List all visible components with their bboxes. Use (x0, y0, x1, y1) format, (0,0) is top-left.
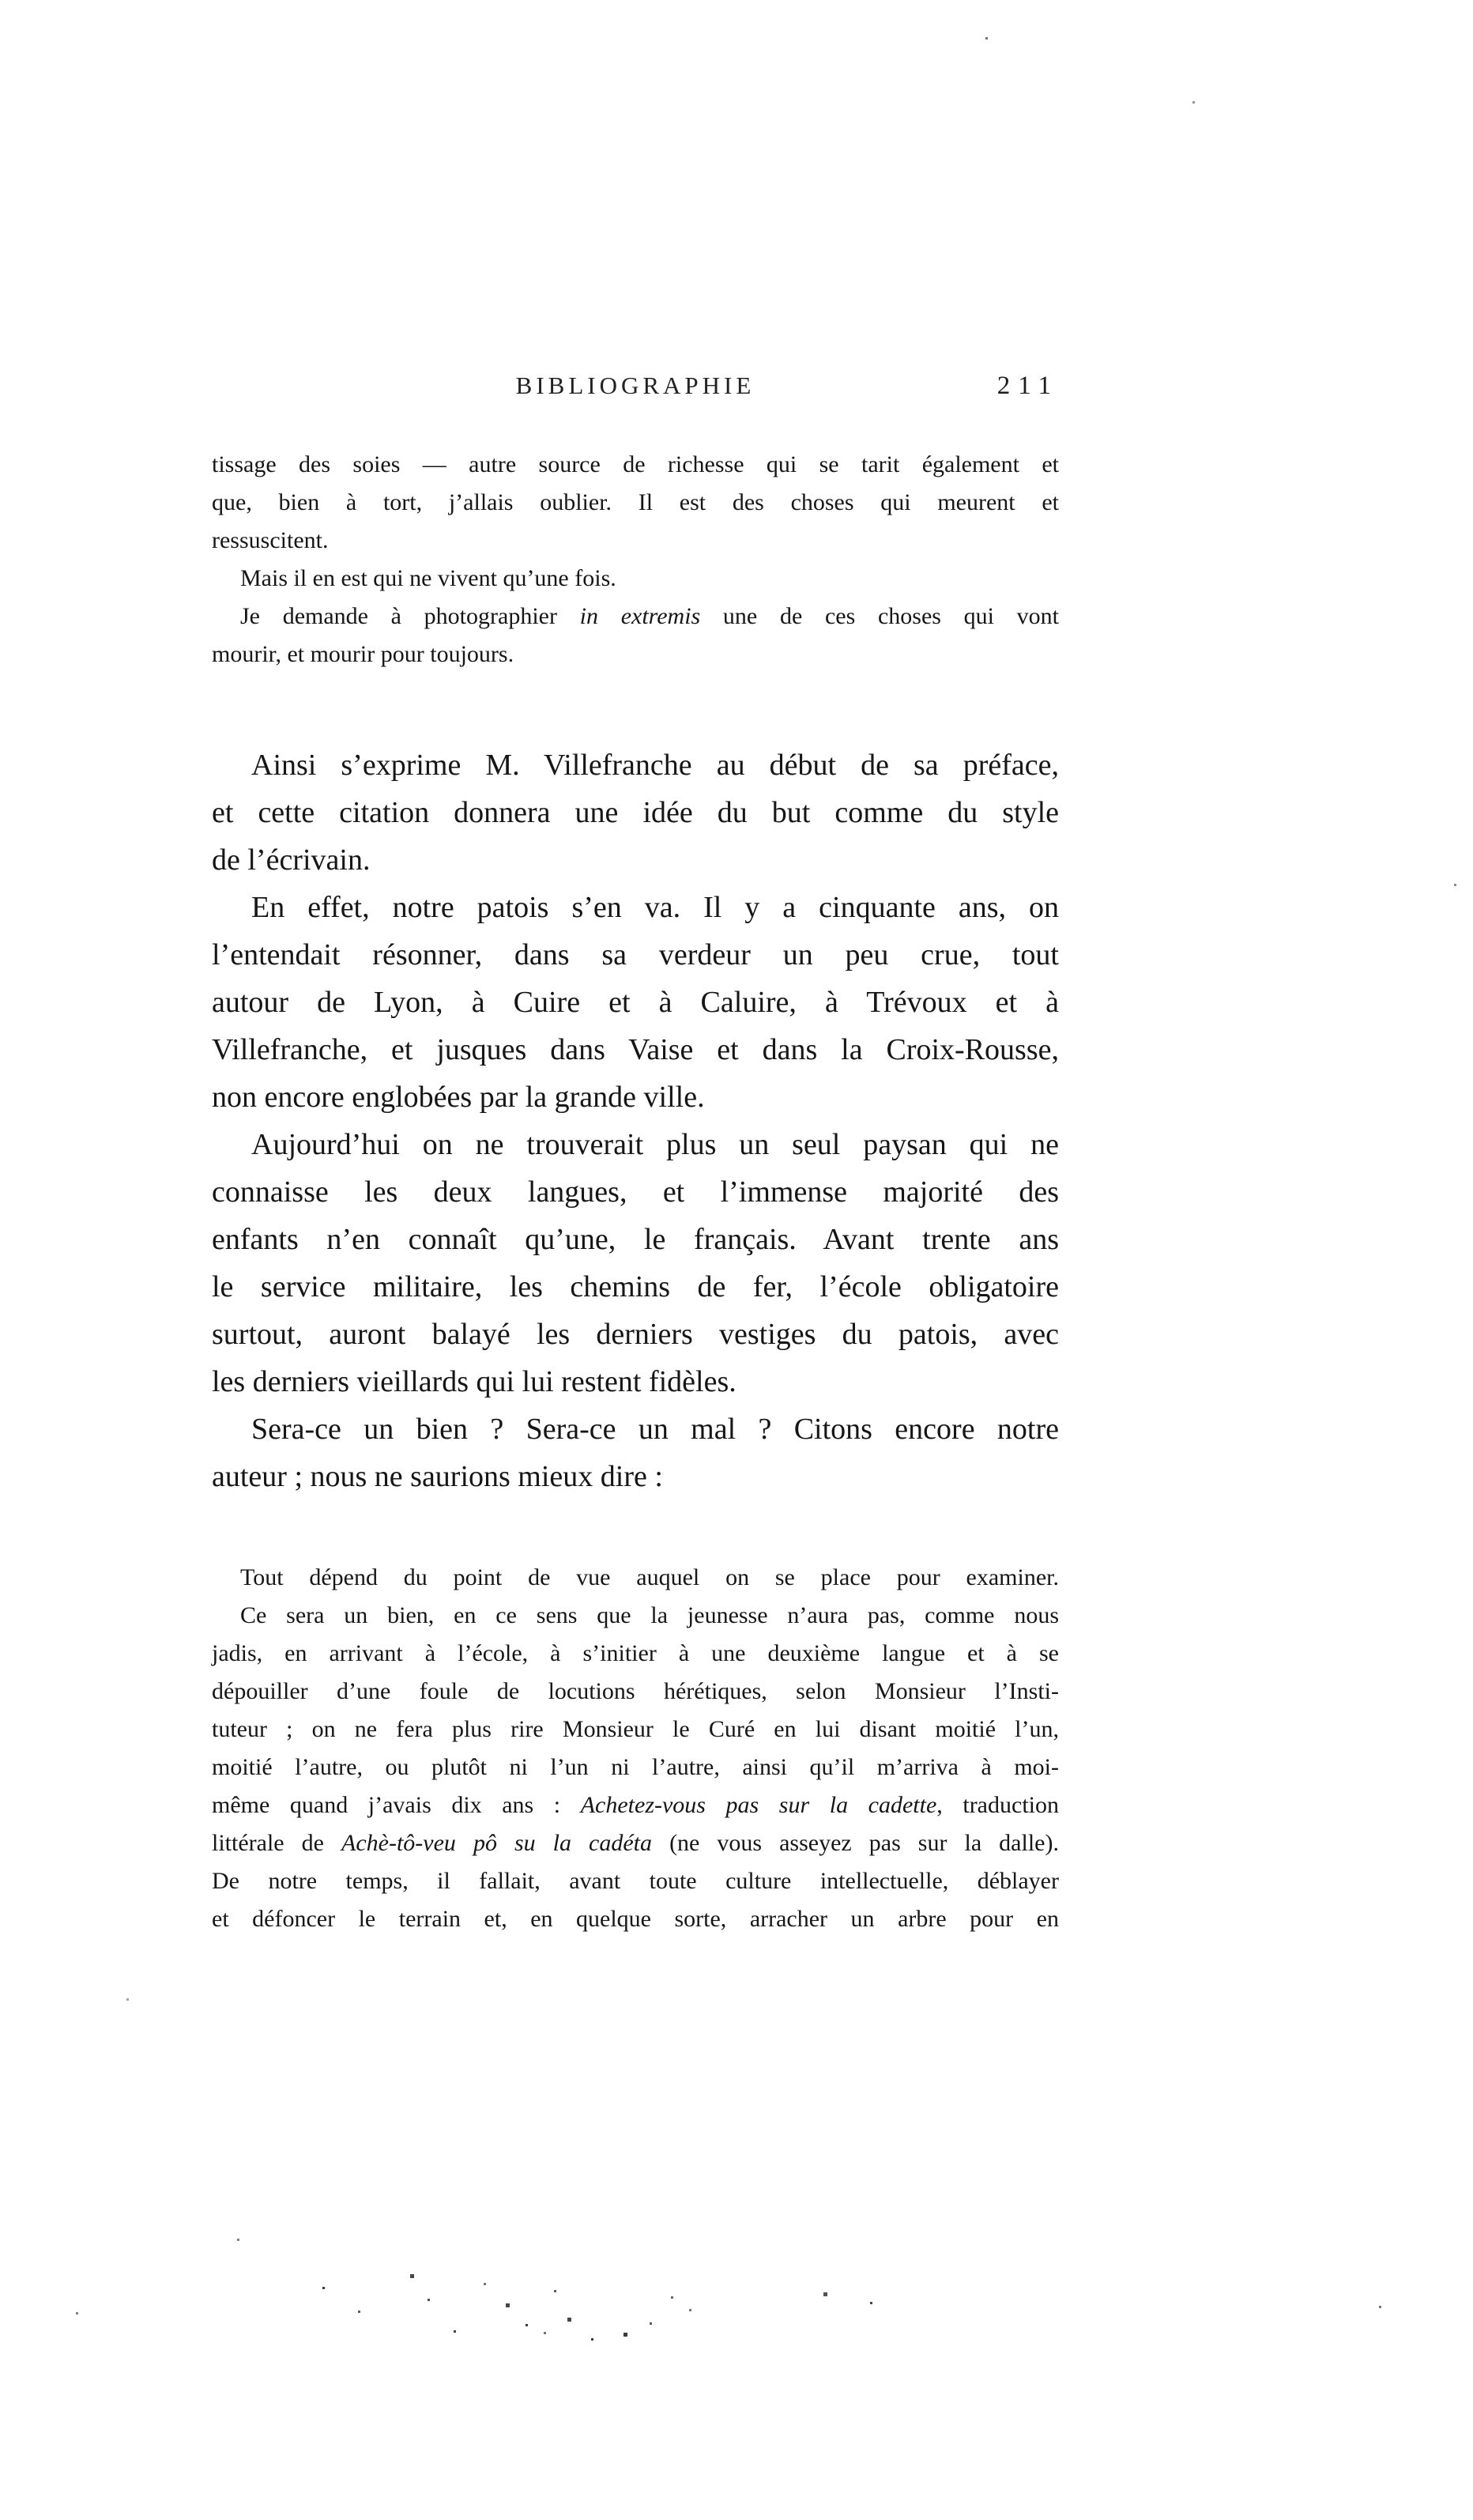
text-segment: et cette citation donnera une idée du but comme du style (212, 796, 1059, 829)
text-line (212, 1635, 1059, 1673)
scan-speckles (0, 0, 2, 2)
page-number: 211 (996, 372, 1059, 400)
italic-text: Achetez-vous pas sur la cadette (580, 1792, 937, 1818)
text-segment: connaisse les deux langues, et l’immense majorité des (212, 1175, 1059, 1209)
text-segment: littérale de (212, 1830, 341, 1856)
text-line (212, 979, 1059, 1026)
text-line (212, 522, 1059, 560)
text-line (212, 836, 1059, 884)
text-segment: auteur ; nous ne saurions mieux dire : (212, 1460, 663, 1493)
paragraph (212, 884, 1059, 1121)
text-line (212, 1216, 1059, 1263)
text-line (212, 1073, 1059, 1121)
text-segment: Aujourd’hui on ne trouverait plus un seul paysan qui ne (251, 1128, 1059, 1161)
text-line (212, 1559, 1059, 1597)
text-line (212, 1786, 1059, 1824)
text-line (212, 1749, 1059, 1786)
text-line (212, 1900, 1059, 1938)
italic-text: Achè-tô-veu pô su la cadéta (341, 1830, 653, 1856)
text-segment: Villefranche, et jusques dans Vaise et dans la Croix-Rousse, (212, 1033, 1059, 1066)
text-line (212, 931, 1059, 979)
text-segment: tuteur ; on ne fera plus rire Monsieur le Curé en lui disant moitié l’un, (212, 1716, 1059, 1742)
text-line (212, 1453, 1059, 1500)
page-header (212, 370, 1059, 406)
text-line (212, 446, 1059, 484)
text-line (212, 636, 1059, 673)
text-line (212, 1263, 1059, 1311)
text-line (212, 1673, 1059, 1711)
text-segment: Ce sera un bien, en ce sens que la jeunesse n’aura pas, comme nous (240, 1602, 1059, 1628)
text-line (212, 1311, 1059, 1358)
text-segment: l’entendait résonner, dans sa verdeur un peu crue, tout (212, 938, 1059, 971)
paragraph (212, 741, 1059, 884)
paragraph (212, 598, 1059, 673)
text-segment: le service militaire, les chemins de fer, l’école obligatoire (212, 1270, 1059, 1303)
text-segment: , traduction (936, 1792, 1059, 1818)
text-column (212, 0, 1059, 1938)
running-title: BIBLIOGRAPHIE (515, 372, 755, 399)
text-segment: moitié l’autre, ou plutôt ni l’un ni l’autre, ainsi qu’il m’arriva à moi- (212, 1754, 1059, 1780)
text-line (212, 1121, 1059, 1168)
text-segment: ressuscitent. (212, 527, 329, 553)
text-segment: (ne vous asseyez pas sur la dalle). (652, 1830, 1059, 1856)
paragraph (212, 1597, 1059, 1938)
page-text (212, 446, 1059, 1938)
text-segment: En effet, notre patois s’en va. Il y a cinquante ans, on (251, 891, 1059, 924)
text-segment: une de ces choses qui vont (700, 603, 1060, 629)
paragraph (212, 1559, 1059, 1597)
text-line (212, 1405, 1059, 1453)
text-segment: Mais il en est qui ne vivent qu’une fois. (240, 565, 616, 591)
text-segment: non encore englobées par la grande ville. (212, 1081, 705, 1114)
text-segment: Je demande à photographier (240, 603, 580, 629)
text-segment: même quand j’avais dix ans : (212, 1792, 581, 1818)
paragraph (212, 1405, 1059, 1500)
text-segment: tissage des soies — autre source de richesse qui se tarit également et (212, 451, 1059, 477)
text-line (212, 1026, 1059, 1073)
text-line (212, 741, 1059, 789)
text-line (212, 1711, 1059, 1749)
text-line (212, 1597, 1059, 1635)
text-line (212, 1824, 1059, 1862)
text-line (212, 560, 1059, 598)
text-segment: et défoncer le terrain et, en quelque sorte, arracher un arbre pour en (212, 1906, 1059, 1932)
text-line (212, 789, 1059, 836)
text-line (212, 1358, 1059, 1405)
text-segment: Ainsi s’exprime M. Villefranche au début de sa préface, (251, 749, 1059, 782)
text-line (212, 884, 1059, 931)
paragraph (212, 446, 1059, 560)
italic-text: in extremis (579, 603, 701, 629)
text-segment: que, bien à tort, j’allais oublier. Il est des choses qui meurent et (212, 489, 1059, 515)
paragraph (212, 1121, 1059, 1405)
text-segment: de l’écrivain. (212, 843, 371, 877)
text-segment: Sera-ce un bien ? Sera-ce un mal ? Citons encore notre (251, 1413, 1059, 1446)
text-segment: les derniers vieillards qui lui restent fidèles. (212, 1365, 736, 1398)
text-segment: jadis, en arrivant à l’école, à s’initier à une deuxième langue et à se (212, 1640, 1059, 1666)
text-segment: De notre temps, il fallait, avant toute culture intellectuelle, déblayer (212, 1868, 1059, 1894)
text-segment: surtout, auront balayé les derniers vestiges du patois, avec (212, 1318, 1059, 1351)
text-segment: dépouiller d’une foule de locutions hérétiques, selon Monsieur l’Insti- (212, 1678, 1059, 1704)
text-line (212, 1168, 1059, 1216)
text-line (212, 484, 1059, 522)
text-line (212, 1862, 1059, 1900)
text-segment: mourir, et mourir pour toujours. (212, 641, 514, 667)
text-segment: enfants n’en connaît qu’une, le français. Avant trente ans (212, 1223, 1059, 1256)
paragraph (212, 560, 1059, 598)
text-line (212, 598, 1059, 636)
text-segment: Tout dépend du point de vue auquel on se place pour examiner. (240, 1564, 1059, 1590)
text-segment: autour de Lyon, à Cuire et à Caluire, à Trévoux et à (212, 986, 1059, 1019)
